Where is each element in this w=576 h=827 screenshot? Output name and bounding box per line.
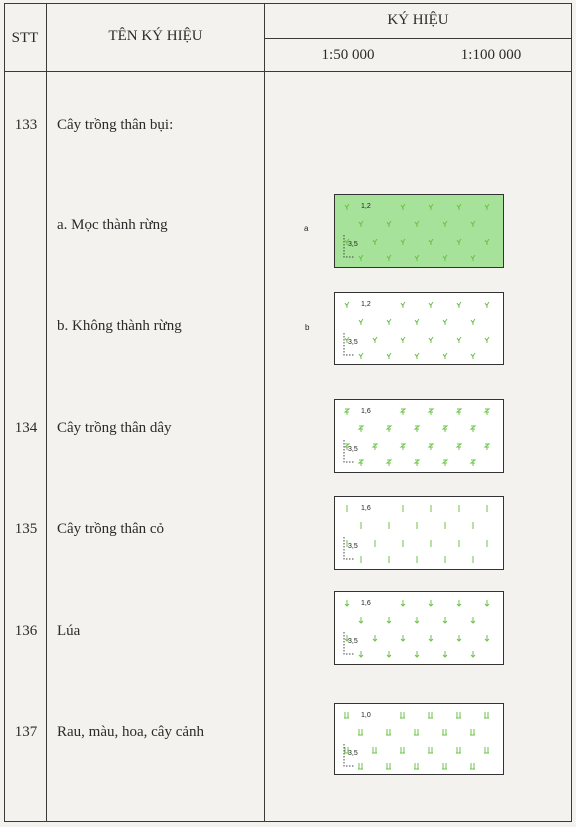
header-name: TÊN KÝ HIỆU [108,28,203,44]
dimension-label-top: 1,2 [361,301,371,308]
pattern-mark [470,763,475,769]
pattern-mark [429,444,433,450]
pattern-mark [386,763,391,769]
header-symbol: KÝ HIỆU [387,12,449,28]
dimension-label-top: 1,2 [361,203,371,210]
row-name-137: Rau, màu, hoa, cây cảnh [57,724,205,740]
pattern-mark [429,409,433,415]
pattern-mark [400,712,405,718]
column-divider-name [264,3,265,822]
pattern-mark [443,651,447,657]
pattern-mark [359,426,363,432]
row-name-135: Cây trồng thân cỏ [57,521,165,537]
row-name-133: Cây trồng thân bụi: [57,117,174,133]
pattern-mark [443,255,447,261]
pattern-mark [471,319,475,325]
pattern-mark [359,319,363,325]
row-number-136: 136 [14,623,38,639]
pattern-mark [401,600,405,606]
pattern-mark [373,444,377,450]
pattern-mark [373,337,377,343]
pattern-mark [359,651,363,657]
pattern-mark [415,221,419,227]
bush-mark-icon [335,195,503,267]
pattern-mark [415,460,419,466]
pattern-mark [471,617,475,623]
pattern-mark [387,255,391,261]
symbol-box-vine-crop [334,399,504,473]
dimension-label-top: 1,0 [361,712,371,719]
pattern-mark [387,353,391,359]
bush-mark-icon [335,293,503,364]
pattern-mark [485,337,489,343]
pattern-mark [485,409,489,415]
symbol-tag-a: a [304,224,309,233]
pattern-mark [485,444,489,450]
row-name-133a: a. Mọc thành rừng [57,217,168,233]
vegetable-mark-icon [335,704,503,774]
pattern-mark [387,617,391,623]
pattern-mark [415,353,419,359]
pattern-mark [401,444,405,450]
symbol-box-rice [334,591,504,665]
pattern-mark [400,747,405,753]
header-scale-100000: 1:100 000 [460,47,522,63]
row-number-137: 137 [14,724,38,740]
dimension-label-left: 3,5 [348,750,358,757]
pattern-mark [415,426,419,432]
table-border-left [4,3,5,822]
pattern-mark [457,444,461,450]
pattern-mark [415,255,419,261]
pattern-mark [471,255,475,261]
dimension-label-left: 3,5 [348,543,358,550]
symbol-box-forest-shrub [334,194,504,268]
pattern-mark [471,426,475,432]
pattern-mark [471,460,475,466]
dimension-label-top: 1,6 [361,408,371,415]
pattern-mark [484,747,489,753]
pattern-mark [359,460,363,466]
dimension-label-left: 3,5 [348,241,358,248]
pattern-mark [345,600,349,606]
pattern-mark [387,460,391,466]
pattern-mark [429,239,433,245]
pattern-mark [457,204,461,210]
header-sub-divider [264,38,572,39]
pattern-mark [471,221,475,227]
pattern-mark [344,712,349,718]
pattern-mark [456,747,461,753]
pattern-mark [442,729,447,735]
pattern-mark [485,635,489,641]
pattern-mark [359,221,363,227]
pattern-mark [457,302,461,308]
pattern-mark [457,409,461,415]
pattern-mark [443,460,447,466]
pattern-mark [470,729,475,735]
pattern-mark [387,426,391,432]
symbol-box-vegetable [334,703,504,775]
pattern-mark [345,204,349,210]
pattern-mark [359,255,363,261]
dimension-label-top: 1,6 [361,600,371,607]
table-border-top [4,3,572,4]
pattern-mark [359,353,363,359]
grass-mark-icon [335,497,503,569]
dimension-label-top: 1,6 [361,505,371,512]
row-number-133: 133 [14,117,38,133]
pattern-mark [387,651,391,657]
pattern-mark [345,302,349,308]
dimension-label-left: 3,5 [348,339,358,346]
pattern-mark [401,635,405,641]
pattern-mark [485,239,489,245]
pattern-mark [387,319,391,325]
column-divider-stt [46,3,47,822]
pattern-mark [442,763,447,769]
table-border-bottom [4,821,572,822]
pattern-mark [358,763,363,769]
pattern-mark [358,729,363,735]
pattern-mark [387,221,391,227]
pattern-mark [429,600,433,606]
symbol-box-grass-crop [334,496,504,570]
pattern-mark [485,600,489,606]
header-stt: STT [11,30,39,46]
pattern-mark [401,337,405,343]
pattern-mark [401,302,405,308]
pattern-mark [373,239,377,245]
pattern-mark [443,617,447,623]
pattern-mark [415,617,419,623]
pattern-mark [471,353,475,359]
symbol-box-scattered-shrub [334,292,504,365]
pattern-mark [485,302,489,308]
pattern-mark [429,337,433,343]
pattern-mark [485,204,489,210]
pattern-mark [401,204,405,210]
pattern-mark [484,712,489,718]
pattern-mark [345,409,349,415]
pattern-mark [457,337,461,343]
pattern-mark [359,617,363,623]
symbol-tag-b: b [305,323,310,332]
pattern-mark [457,635,461,641]
pattern-mark [457,600,461,606]
pattern-mark [415,651,419,657]
rice-mark-icon [335,592,503,664]
dimension-label-left: 3,5 [348,638,358,645]
pattern-mark [415,319,419,325]
pattern-mark [401,409,405,415]
pattern-mark [428,747,433,753]
header-scale-50000: 1:50 000 [321,47,375,63]
table-border-right [571,3,572,822]
pattern-mark [401,239,405,245]
pattern-mark [373,635,377,641]
pattern-mark [428,712,433,718]
pattern-mark [443,319,447,325]
pattern-mark [414,729,419,735]
dimension-label-left: 3,5 [348,446,358,453]
header-bottom-divider [4,71,572,72]
pattern-mark [471,651,475,657]
pattern-mark [443,221,447,227]
row-number-135: 135 [14,521,38,537]
pattern-mark [429,204,433,210]
pattern-mark [429,635,433,641]
row-number-134: 134 [14,420,38,436]
row-name-136: Lúa [57,623,81,639]
pattern-mark [429,302,433,308]
pattern-mark [443,426,447,432]
pattern-mark [372,747,377,753]
pattern-mark [443,353,447,359]
pattern-mark [456,712,461,718]
row-name-134: Cây trồng thân dây [57,420,172,436]
vine-mark-icon [335,400,503,472]
pattern-mark [457,239,461,245]
pattern-mark [386,729,391,735]
row-name-133b: b. Không thành rừng [57,318,182,334]
pattern-mark [414,763,419,769]
